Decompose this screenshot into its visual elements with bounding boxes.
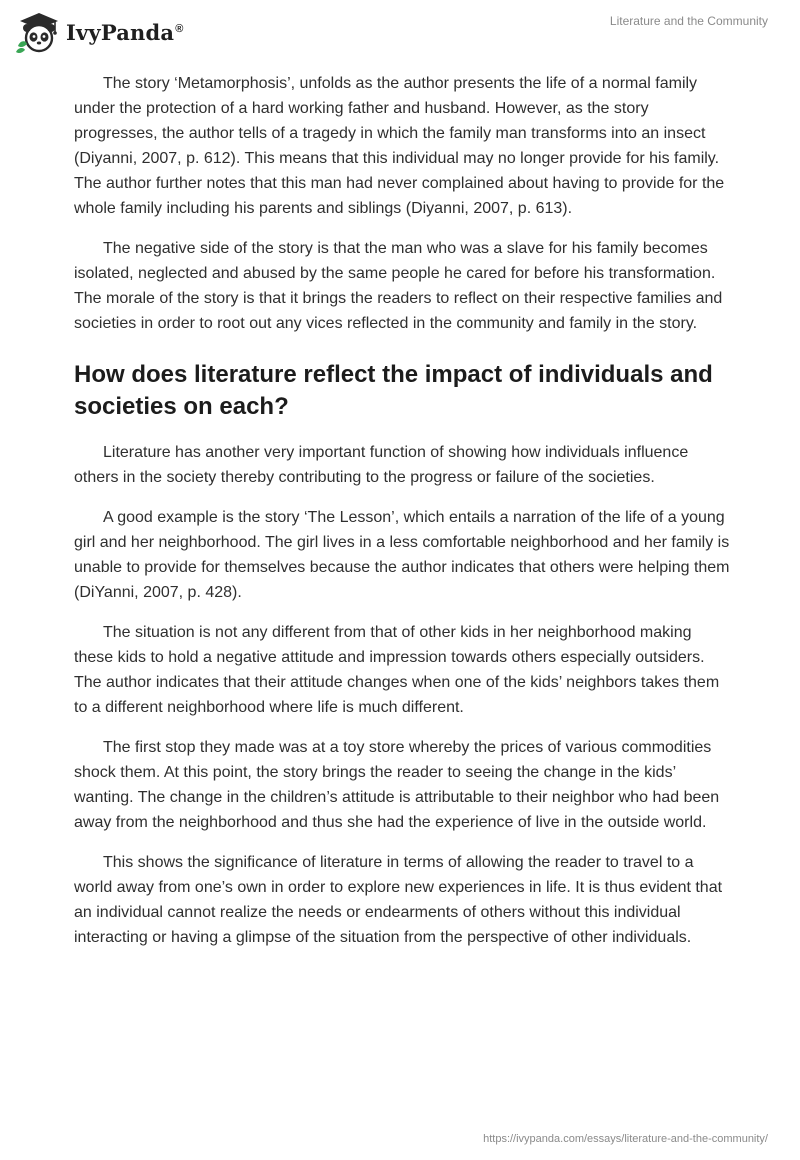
brand-name: IvyPanda® bbox=[66, 19, 184, 45]
paragraph: The story ‘Metamorphosis’, unfolds as the author presents the life of a normal family under the protection of a hard working father and husband. However, as the story progresses, the author tells of a tragedy in which the family man transforms into an insect (Diyanni, 2007, p. 612). This means that this individual may no longer provide for his family. The author further notes that this man had never complained about having to provide for the whole family including his parents and siblings (Diyanni, 2007, p. 613). bbox=[74, 75, 725, 217]
page-header bbox=[0, 0, 800, 62]
section-heading: How does literature reflect the impact of individuals and societies on each? bbox=[74, 361, 713, 420]
panda-graduation-cap-icon bbox=[14, 8, 62, 54]
essay-body bbox=[74, 71, 730, 965]
ivypanda-logo[interactable] bbox=[14, 8, 184, 54]
paragraph: The situation is not any different from that of other kids in her neighborhood making these kids to hold a negative attitude and impression towards others especially outsiders. The author indicates that their attitude changes when one of the kids’ neighbors takes them to a different neighborhood where life is much different. bbox=[74, 624, 720, 716]
paragraph: The negative side of the story is that the man who was a slave for his family becomes isolated, neglected and abused by the same people he cared for before his transformation. The morale of the story is that it brings the readers to reflect on their respective families and societies in order to root out any vices reflected in the community and family in the story. bbox=[74, 240, 723, 332]
registered-mark: ® bbox=[175, 22, 184, 35]
document-title: Literature and the Community bbox=[609, 14, 768, 28]
source-url-link[interactable]: https://ivypanda.com/essays/literature-and-the-community/ bbox=[483, 1133, 768, 1145]
paragraph: Literature has another very important function of showing how individuals influence others in the society thereby contributing to the progress or failure of the societies. bbox=[74, 444, 689, 486]
paragraph: The first stop they made was at a toy store whereby the prices of various commodities shock them. At this point, the story brings the reader to seeing the change in the kids’ wanting. The change in the children’s attitude is attributable to their neighbor who had been away from the neighborhood and thus she had the experience of live in the outside world. bbox=[74, 739, 720, 831]
paragraph: This shows the significance of literature in terms of allowing the reader to travel to a world away from one’s own in order to explore new experiences in life. It is thus evident that an individual cannot realize the needs or endearments of others without this individual interacting or having a glimpse of the situation from the perspective of other individuals. bbox=[74, 854, 723, 946]
paragraph: A good example is the story ‘The Lesson’, which entails a narration of the life of a young girl and her neighborhood. The girl lives in a less comfortable neighborhood and her family is unable to provide for themselves because the author indicates that others were helping them (DiYanni, 2007, p. 428). bbox=[74, 509, 730, 601]
